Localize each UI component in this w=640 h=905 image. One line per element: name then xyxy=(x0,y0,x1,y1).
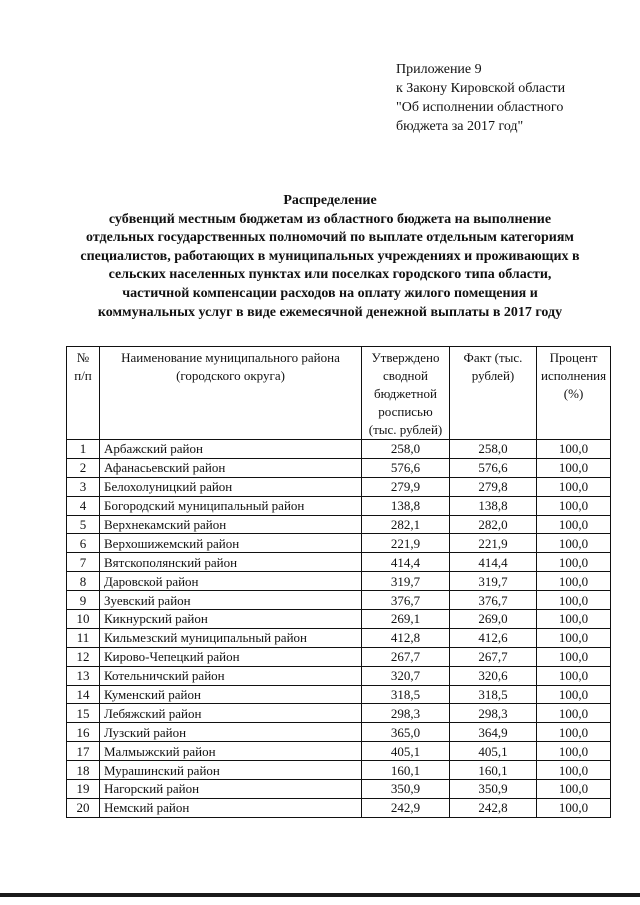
cell-num: 19 xyxy=(67,780,100,799)
cell-approved: 279,9 xyxy=(362,477,450,496)
cell-num: 2 xyxy=(67,458,100,477)
header-fact: Факт (тыс. рублей) xyxy=(450,347,537,440)
cell-approved: 242,9 xyxy=(362,798,450,817)
table-row xyxy=(67,477,611,496)
cell-percent: 100,0 xyxy=(537,628,611,647)
table-row xyxy=(67,440,611,459)
appendix-line: "Об исполнении областного xyxy=(396,100,564,115)
cell-name: Даровской район xyxy=(100,572,362,591)
cell-name: Мурашинский район xyxy=(100,761,362,780)
cell-percent: 100,0 xyxy=(537,610,611,629)
cell-approved: 320,7 xyxy=(362,666,450,685)
cell-name: Зуевский район xyxy=(100,591,362,610)
cell-fact: 267,7 xyxy=(450,647,537,666)
cell-approved: 414,4 xyxy=(362,553,450,572)
table-row xyxy=(67,572,611,591)
cell-approved: 319,7 xyxy=(362,572,450,591)
cell-fact: 318,5 xyxy=(450,685,537,704)
cell-num: 10 xyxy=(67,610,100,629)
cell-percent: 100,0 xyxy=(537,440,611,459)
header-percent: Процент исполнения (%) xyxy=(537,347,611,440)
table-row xyxy=(67,798,611,817)
title-line: отдельных государственных полномочий по выплате отдельным категориям xyxy=(86,230,574,246)
cell-percent: 100,0 xyxy=(537,798,611,817)
cell-name: Кикнурский район xyxy=(100,610,362,629)
appendix-line: бюджета за 2017 год" xyxy=(396,119,524,134)
cell-name: Нагорский район xyxy=(100,780,362,799)
cell-approved: 576,6 xyxy=(362,458,450,477)
cell-fact: 412,6 xyxy=(450,628,537,647)
cell-percent: 100,0 xyxy=(537,742,611,761)
cell-fact: 414,4 xyxy=(450,553,537,572)
cell-name: Афанасьевский район xyxy=(100,458,362,477)
cell-percent: 100,0 xyxy=(537,723,611,742)
cell-percent: 100,0 xyxy=(537,553,611,572)
cell-approved: 350,9 xyxy=(362,780,450,799)
cell-fact: 160,1 xyxy=(450,761,537,780)
cell-percent: 100,0 xyxy=(537,534,611,553)
cell-percent: 100,0 xyxy=(537,647,611,666)
table-row xyxy=(67,761,611,780)
cell-num: 5 xyxy=(67,515,100,534)
appendix-line: к Закону Кировской области xyxy=(396,81,566,96)
cell-percent: 100,0 xyxy=(537,780,611,799)
cell-percent: 100,0 xyxy=(537,761,611,780)
cell-fact: 282,0 xyxy=(450,515,537,534)
table-row xyxy=(67,742,611,761)
table-row xyxy=(67,515,611,534)
cell-num: 16 xyxy=(67,723,100,742)
cell-name: Малмыжский район xyxy=(100,742,362,761)
cell-num: 18 xyxy=(67,761,100,780)
distribution-table xyxy=(66,346,611,818)
title-line: Распределение xyxy=(283,193,377,208)
cell-approved: 269,1 xyxy=(362,610,450,629)
cell-num: 4 xyxy=(67,496,100,515)
cell-num: 14 xyxy=(67,685,100,704)
cell-percent: 100,0 xyxy=(537,458,611,477)
table-row xyxy=(67,780,611,799)
title-line: специалистов, работающих в муниципальных учреждениях и проживающих в xyxy=(80,248,580,264)
appendix-note xyxy=(396,60,565,136)
table-row xyxy=(67,458,611,477)
cell-fact: 221,9 xyxy=(450,534,537,553)
cell-approved: 298,3 xyxy=(362,704,450,723)
cell-fact: 376,7 xyxy=(450,591,537,610)
cell-name: Богородский муниципальный район xyxy=(100,496,362,515)
cell-name: Арбажский район xyxy=(100,440,362,459)
cell-fact: 242,8 xyxy=(450,798,537,817)
cell-name: Котельничский район xyxy=(100,666,362,685)
cell-fact: 258,0 xyxy=(450,440,537,459)
cell-num: 9 xyxy=(67,591,100,610)
cell-approved: 258,0 xyxy=(362,440,450,459)
cell-percent: 100,0 xyxy=(537,515,611,534)
cell-percent: 100,0 xyxy=(537,666,611,685)
cell-percent: 100,0 xyxy=(537,496,611,515)
cell-approved: 405,1 xyxy=(362,742,450,761)
table-row xyxy=(67,723,611,742)
cell-percent: 100,0 xyxy=(537,685,611,704)
bottom-rule xyxy=(0,893,640,897)
cell-num: 8 xyxy=(67,572,100,591)
cell-num: 11 xyxy=(67,628,100,647)
cell-name: Кильмезский муниципальный район xyxy=(100,628,362,647)
cell-name: Куменский район xyxy=(100,685,362,704)
cell-num: 15 xyxy=(67,704,100,723)
cell-fact: 269,0 xyxy=(450,610,537,629)
cell-percent: 100,0 xyxy=(537,704,611,723)
cell-num: 3 xyxy=(67,477,100,496)
cell-num: 6 xyxy=(67,534,100,553)
cell-approved: 282,1 xyxy=(362,515,450,534)
table-row xyxy=(67,628,611,647)
table-row xyxy=(67,553,611,572)
cell-name: Лузский район xyxy=(100,723,362,742)
cell-fact: 279,8 xyxy=(450,477,537,496)
cell-approved: 376,7 xyxy=(362,591,450,610)
cell-fact: 298,3 xyxy=(450,704,537,723)
document-title xyxy=(40,192,620,322)
header-num: № п/п xyxy=(67,347,100,440)
cell-num: 13 xyxy=(67,666,100,685)
cell-name: Белохолуницкий район xyxy=(100,477,362,496)
table-row xyxy=(67,610,611,629)
table-row xyxy=(67,496,611,515)
cell-fact: 138,8 xyxy=(450,496,537,515)
cell-percent: 100,0 xyxy=(537,477,611,496)
cell-num: 7 xyxy=(67,553,100,572)
title-line: субвенций местным бюджетам из областного бюджета на выполнение xyxy=(108,211,552,227)
cell-fact: 576,6 xyxy=(450,458,537,477)
table-body xyxy=(67,440,611,818)
title-line: коммунальных услуг в виде ежемесячной денежной выплаты в 2017 году xyxy=(97,304,563,320)
cell-percent: 100,0 xyxy=(537,572,611,591)
title-line: сельских населенных пунктах или поселках городского типа области, xyxy=(108,267,552,283)
header-name: Наименование муниципального района (городского округа) xyxy=(100,347,362,440)
cell-approved: 365,0 xyxy=(362,723,450,742)
cell-name: Верхошижемский район xyxy=(100,534,362,553)
cell-num: 17 xyxy=(67,742,100,761)
cell-fact: 405,1 xyxy=(450,742,537,761)
cell-name: Вятскополянский район xyxy=(100,553,362,572)
cell-name: Кирово-Чепецкий район xyxy=(100,647,362,666)
cell-approved: 267,7 xyxy=(362,647,450,666)
cell-fact: 364,9 xyxy=(450,723,537,742)
cell-name: Лебяжский район xyxy=(100,704,362,723)
cell-fact: 320,6 xyxy=(450,666,537,685)
appendix-line: Приложение 9 xyxy=(396,62,482,77)
header-approved: Утверждено сводной бюджетной росписью (тыс. рублей) xyxy=(362,347,450,440)
cell-name: Верхнекамский район xyxy=(100,515,362,534)
cell-approved: 412,8 xyxy=(362,628,450,647)
cell-num: 20 xyxy=(67,798,100,817)
table-row xyxy=(67,704,611,723)
table-row xyxy=(67,591,611,610)
cell-percent: 100,0 xyxy=(537,591,611,610)
title-line: частичной компенсации расходов на оплату жилого помещения и xyxy=(122,285,538,301)
table-row xyxy=(67,666,611,685)
cell-approved: 138,8 xyxy=(362,496,450,515)
cell-name: Немский район xyxy=(100,798,362,817)
cell-num: 12 xyxy=(67,647,100,666)
table-row xyxy=(67,685,611,704)
cell-approved: 221,9 xyxy=(362,534,450,553)
table-row xyxy=(67,534,611,553)
table-row xyxy=(67,647,611,666)
cell-fact: 319,7 xyxy=(450,572,537,591)
cell-approved: 160,1 xyxy=(362,761,450,780)
cell-num: 1 xyxy=(67,440,100,459)
cell-approved: 318,5 xyxy=(362,685,450,704)
cell-fact: 350,9 xyxy=(450,780,537,799)
table-header-row xyxy=(67,347,611,440)
